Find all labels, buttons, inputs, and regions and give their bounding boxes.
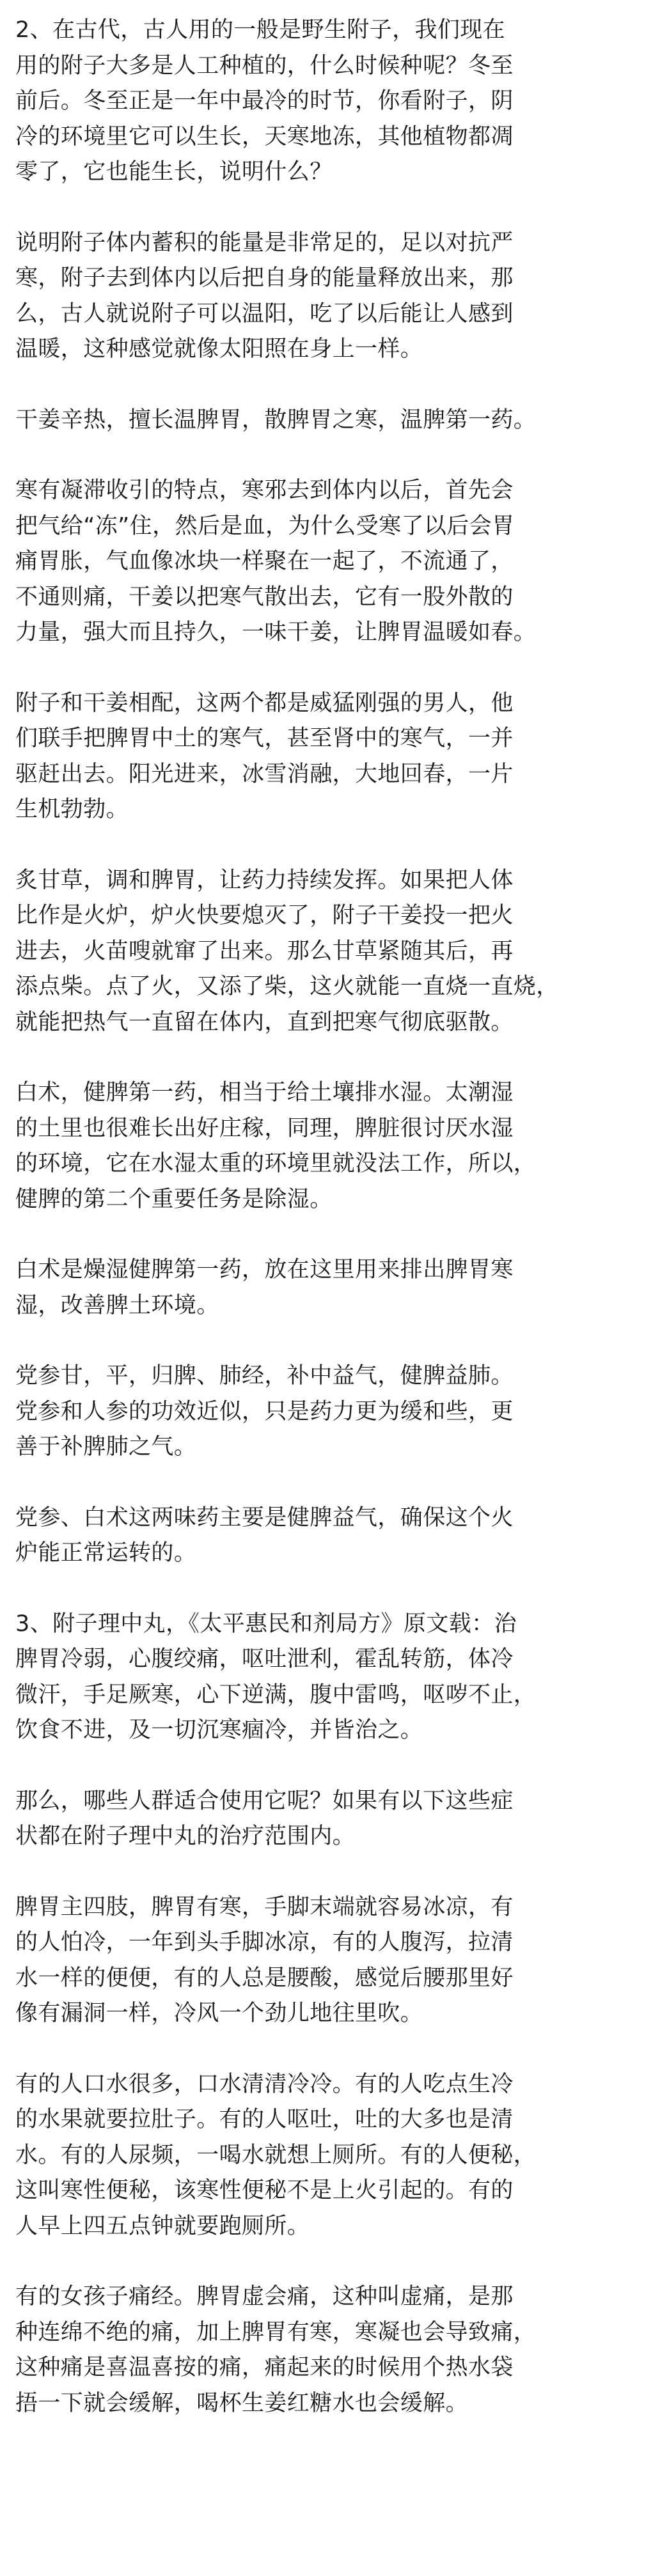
paragraph-licorice: 炙甘草，调和脾胃，让药力持续发挥。如果把人体 比作是火炉，炉火快要熄灭了，附子干姜投一把火 进去，火苗嗖就窜了出来。那么甘草紧随其后，再 添点柴。点了火，又添了柴，这火就能一直烧一直烧， 就能把热气一直留在体内，直到把寒气彻底驱散。 [15,867,559,1035]
paragraph-codonopsis-atractylodes: 党参、白术这两味药主要是健脾益气，确保这个火 炉能正常运转的。 [15,1504,514,1566]
paragraph-atractylodes-dampness: 白术是燥湿健脾第一药，放在这里用来排出脾胃寒 湿，改善脾土环境。 [15,1257,514,1318]
paragraph-fuzi-lizhong-pill: 3、附子理中丸，《太平惠民和剂局方》原文载：治 脾胃冷弱，心腹绞痛，呕吐泄利，霍乱转筋，体冷 微汗，手足厥寒，心下逆满，腹中雷鸣，呕哕不止， 饮食不进，及一切沉寒痼冷，并皆治之。 [15,1611,537,1743]
paragraph-cold-symptoms: 有的人口水很多，口水清清冷冷。有的人吃点生冷 的水果就要拉肚子。有的人呕吐，吐的大多也是清 水。有的人尿频，一喝水就想上厕所。有的人便秘， 这叫寒性便秘，该寒性便秘不是上火引起的。有的 人早上四五点钟就要跑厕所。 [15,2071,537,2239]
paragraph-aconite-energy: 说明附子体内蓄积的能量是非常足的，足以对抗严 寒，附子去到体内以后把自身的能量释放出来，那 么，古人就说附子可以温阳，吃了以后能让人感到 温暖，这种感觉就像太阳照在身上一样。 [15,230,514,362]
paragraph-dysmenorrhea: 有的女孩子痛经。脾胃虚会痛，这种叫虚痛，是那 种连绵不绝的痛，加上脾胃有寒，寒凝也会导致痛， 这种痛是喜温喜按的痛，痛起来的时候用个热水袋 捂一下就会缓解，喝杯生姜红糖水也会缓解。 [15,2284,537,2416]
paragraph-dried-ginger-summary: 干姜辛热，擅长温脾胃，散脾胃之寒，温脾第一药。 [15,407,537,433]
paragraph-aconite-planting: 2、在古代，古人用的一般是野生附子，我们现在 用的附子大多是人工种植的，什么时候种呢？冬至 前后。冬至正是一年中最冷的时节，你看附子，阴 冷的环境里它可以生长，天寒地冻，其他植物都凋 零了，它也能生长，说明什么？ [15,17,514,185]
paragraph-aconite-ginger-pairing: 附子和干姜相配，这两个都是威猛刚强的男人，他 们联手把脾胃中土的寒气，甚至肾中的寒气，一并 驱赶出去。阳光进来，冰雪消融，大地回春，一片 生机勃勃。 [15,690,514,822]
paragraph-atractylodes: 白术，健脾第一药，相当于给土壤排水湿。太潮湿 的土里也很难长出好庄稼，同理，脾脏很讨厌水湿 的环境，它在水湿太重的环境里就没法工作，所以， 健脾的第二个重要任务是除湿。 [15,1080,537,1212]
paragraph-codonopsis: 党参甘，平，归脾、肺经，补中益气，健脾益肺。 党参和人参的功效近似，只是药力更为缓和些，更 善于补脾肺之气。 [15,1363,514,1460]
paragraph-cold-limbs: 脾胃主四肢，脾胃有寒，手脚末端就容易冰凉，有 的人怕冷，一年到头手脚冰凉，有的人腹泻，拉清 水一样的便便，有的人总是腰酸，感觉后腰那里好 像有漏洞一样，冷风一个劲儿地往里吹。 [15,1894,514,2026]
paragraph-cold-stagnation: 寒有凝滞收引的特点，寒邪去到体内以后，首先会 把气给“冻”住，然后是血，为什么受寒了以后会胃 痛胃胀，气血像冰块一样聚在一起了，不流通了， 不通则痛，干姜以把寒气散出去，它有一股外散的 力量，强大而且持久，一味干姜，让脾胃温暖如春。 [15,478,537,645]
paragraph-suitable-people: 那么，哪些人群适合使用它呢？如果有以下这些症 状都在附子理中丸的治疗范围内。 [15,1788,514,1849]
